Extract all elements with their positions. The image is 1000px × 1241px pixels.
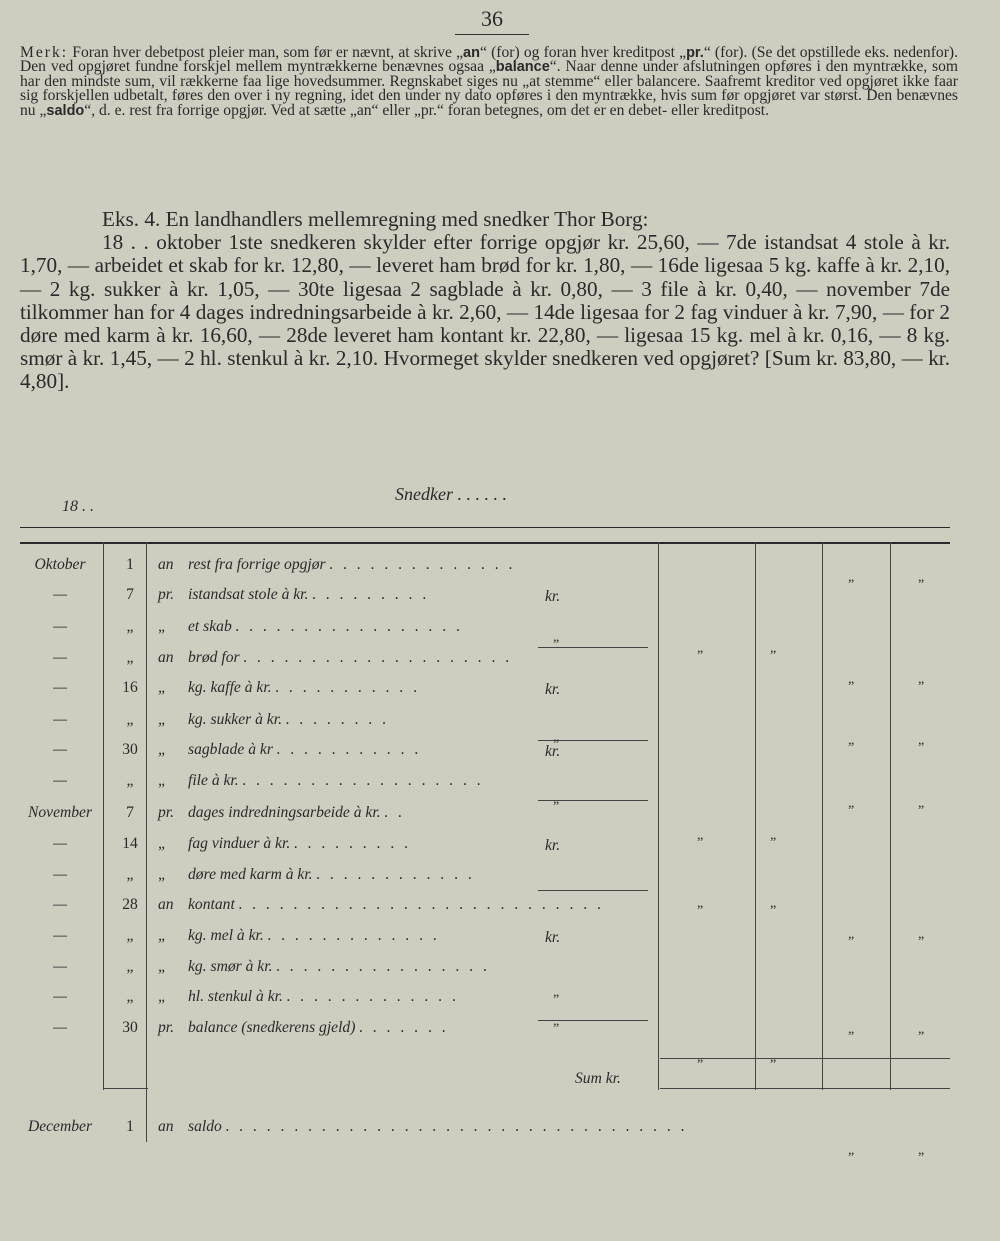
ledger-month: — (53, 1019, 67, 1036)
ledger-leader-dots: . . (384, 804, 406, 821)
ledger-day: „ (126, 927, 134, 944)
ledger-leader-dots: . . . . . . . . . . . . . . . . . . . . . . . . . . . . . . . . . . (225, 1118, 688, 1135)
ditto-mark: „ (553, 1014, 560, 1029)
ditto-mark: „ (848, 1022, 855, 1037)
ledger-row (20, 766, 950, 796)
ledger-unit-kr: kr. (545, 837, 561, 854)
ditto-mark: „ (697, 896, 704, 911)
note-label: Merk: (20, 44, 69, 61)
ledger-prefix: „ (158, 927, 167, 944)
ledger-leader-dots: . . . . . . . . . . . . . (286, 988, 460, 1005)
ditto-mark: „ (770, 828, 777, 843)
ditto-mark: „ (697, 828, 704, 843)
ledger-item-text: sagblade à kr (188, 741, 277, 758)
ledger-month: — (53, 649, 67, 666)
ledger-prefix: „ (158, 988, 167, 1005)
ledger-prefix: „ (158, 741, 167, 758)
total-rule (660, 1058, 950, 1059)
ledger-unit-kr: kr. (545, 743, 561, 760)
ledger-row (20, 643, 950, 673)
ledger-day: „ (126, 711, 134, 728)
ledger-item-text: et skab (188, 618, 236, 635)
ledger-day: 30 (122, 1019, 138, 1036)
ledger-day: 30 (122, 741, 138, 758)
note-term-pr: pr. (686, 45, 704, 61)
note-text: “ (for). (Se det opstillede eks. nedenfor). Den ved opgjøret fundne forskjel mellem myntrækkerne benævnes ogsaa „ (20, 44, 958, 76)
ditto-mark: „ (918, 570, 925, 585)
ledger-month: — (53, 679, 67, 696)
ledger-day: „ (126, 772, 134, 789)
ditto-mark: „ (848, 570, 855, 585)
ditto-mark: „ (770, 896, 777, 911)
note-paragraph (20, 46, 958, 118)
ledger-row (20, 705, 950, 735)
ditto-mark: „ (553, 985, 560, 1000)
ledger-description (158, 988, 459, 1006)
ledger-leader-dots: . . . . . . . . . (294, 835, 412, 852)
ledger-item-text: hl. stenkul à kr. (188, 988, 287, 1005)
ledger-day: 14 (122, 835, 138, 852)
ledger-description (158, 772, 484, 790)
ledger-leader-dots: . . . . . . . . (285, 711, 390, 728)
ledger-row (20, 890, 950, 920)
ledger-prefix: an (158, 1118, 174, 1135)
ledger-day: „ (126, 958, 134, 975)
note-text: Foran hver debetpost pleier man, som før er nævnt, at skrive „ (68, 44, 464, 61)
ledger-item-text: rest fra forrige opgjør (188, 556, 330, 573)
ledger-leader-dots: . . . . . . . . . (312, 586, 430, 603)
ledger-leader-dots: . . . . . . . . . . . . . . . . . . . . (243, 649, 513, 666)
ledger-prefix: an (158, 896, 174, 913)
ledger-leader-dots: . . . . . . . . . . . . . . (329, 556, 516, 573)
ledger-day: 1 (126, 1118, 134, 1135)
ledger-description (158, 679, 420, 697)
ledger-row (20, 860, 950, 890)
ledger-row (20, 1112, 950, 1142)
ledger-month: — (53, 835, 67, 852)
ledger-month: — (53, 988, 67, 1005)
ledger-month: Oktober (34, 556, 86, 573)
ledger-row (20, 829, 950, 859)
ledger-item-text: dages indredningsarbeide à kr. (188, 804, 385, 821)
ditto-mark: „ (770, 641, 777, 656)
ditto-mark: „ (918, 1022, 925, 1037)
ledger-prefix: an (158, 556, 174, 573)
ledger-leader-dots: . . . . . . . . . . . (276, 741, 422, 758)
ledger-description (158, 896, 604, 914)
ledger-item-text: kg. kaffe à kr. (188, 679, 276, 696)
ledger-prefix: „ (158, 866, 167, 883)
ledger-prefix: „ (158, 618, 167, 635)
ditto-mark: „ (848, 927, 855, 942)
note-text: “, d. e. rest fra forrige opgjør. Ved at sætte „an“ eller „pr.“ foran betegnes, om det er en debet- eller kreditpost. (84, 101, 769, 119)
ledger-description (158, 927, 440, 945)
ledger-prefix: an (158, 649, 174, 666)
exercise-block (20, 208, 950, 394)
note-text: “. Naar denne under afslutningen opføres i den myntrække, som har den mindste sum, vil rækkerne faa lige hovedsummer. Regnskabet siges nu „at stemme“ eller balancere. Saafremt kreditor ved opgjøret ikke faar sig forskjellen udbetalt, føres den over i ny regning, idet den under ny dato opføres i den myntrække, hvis sum før opgjøret var størst. Den benævnes nu „ (20, 58, 959, 119)
ledger-prefix: „ (158, 835, 167, 852)
ledger-prefix: pr. (158, 804, 175, 821)
ledger-month: December (27, 1118, 93, 1135)
ledger-row (20, 1013, 950, 1043)
ledger-month: — (53, 711, 67, 728)
ditto-mark: „ (918, 1143, 925, 1158)
ledger-leader-dots: . . . . . . . . . . . . . . . . (276, 958, 491, 975)
ditto-mark: „ (918, 733, 925, 748)
ledger-row (20, 612, 950, 642)
ledger-day: „ (126, 988, 134, 1005)
ledger-header-rule (20, 527, 950, 528)
ledger-leader-dots: . . . . . . . . . . . . (316, 866, 476, 883)
ledger-day: „ (126, 618, 134, 635)
ledger-day: 7 (126, 586, 134, 603)
ledger-prefix: „ (158, 772, 167, 789)
ledger-description (158, 1118, 688, 1136)
ledger-unit-kr: kr. (545, 681, 561, 698)
ledger-description (158, 649, 513, 667)
ditto-mark: „ (918, 672, 925, 687)
ledger-description (158, 741, 422, 759)
ledger-description (158, 618, 463, 636)
ledger-leader-dots: . . . . . . . . . . . . . (267, 927, 441, 944)
ledger-prefix: pr. (158, 586, 175, 603)
ledger-row (20, 550, 950, 580)
ditto-mark: „ (770, 1050, 777, 1065)
ledger-row (20, 921, 950, 951)
total-rule (103, 1088, 148, 1089)
sum-label: Sum kr. (575, 1070, 621, 1087)
ledger-header-rule-double (20, 542, 950, 544)
ledger-description (158, 804, 405, 822)
ledger-leader-dots: . . . . . . . . . . . . . . . . . . (242, 772, 485, 789)
ledger-month: — (53, 772, 67, 789)
ledger-description (158, 556, 516, 574)
ditto-mark: „ (848, 796, 855, 811)
ledger-item-text: fag vinduer à kr. (188, 835, 295, 852)
ledger-leader-dots: . . . . . . . . . . . . . . . . . (235, 618, 464, 635)
ledger-item-text: brød for (188, 649, 244, 666)
ledger-month: — (53, 866, 67, 883)
ledger-description (158, 835, 411, 853)
ledger-item-text: døre med karm à kr. (188, 866, 317, 883)
total-rule (660, 1088, 950, 1089)
ledger-year: 18 . . (62, 498, 94, 515)
ledger-item-text: kg. mel à kr. (188, 927, 268, 944)
ledger-month: — (53, 927, 67, 944)
ledger-item-text: kontant (188, 896, 239, 913)
ditto-mark: „ (553, 792, 560, 807)
ledger-leader-dots: . . . . . . . (359, 1019, 450, 1036)
ledger-item-text: balance (snedkerens gjeld) (188, 1019, 360, 1036)
ledger-day: 7 (126, 804, 134, 821)
ditto-mark: „ (553, 630, 560, 645)
ditto-mark: „ (848, 672, 855, 687)
ditto-mark: „ (697, 641, 704, 656)
ledger-prefix: „ (158, 711, 167, 728)
note-text: “ (for) og foran hver kreditpost „ (479, 44, 687, 61)
ledger-row (20, 798, 950, 828)
ledger-unit-kr: kr. (545, 588, 561, 605)
note-term-saldo: saldo (46, 102, 85, 119)
ledger-month: November (27, 804, 93, 821)
ledger-prefix: pr. (158, 1019, 175, 1036)
ledger-row (20, 982, 950, 1012)
ledger-row (20, 735, 950, 765)
ledger-item-text: istandsat stole à kr. (188, 586, 313, 603)
exercise-heading: Eks. 4. En landhandlers mellemregning med snedker Thor Borg: (102, 207, 649, 231)
ledger-item-text: kg. sukker à kr. (188, 711, 286, 728)
ledger-prefix: „ (158, 958, 167, 975)
ledger-description (158, 711, 389, 729)
ledger-unit-kr: kr. (545, 929, 561, 946)
ledger-description (158, 866, 475, 884)
ditto-mark: „ (697, 1050, 704, 1065)
ditto-mark: „ (918, 796, 925, 811)
note-term-balance: balance (495, 59, 550, 76)
ledger-item-text: kg. smør à kr. (188, 958, 277, 975)
ledger-month: — (53, 586, 67, 603)
ledger-day: 16 (122, 679, 138, 696)
ditto-mark: „ (918, 927, 925, 942)
ledger-month: — (53, 741, 67, 758)
ledger-description (158, 1019, 449, 1037)
ditto-mark: „ (553, 730, 560, 745)
ledger-item-text: saldo (188, 1118, 226, 1135)
ledger-month: — (53, 896, 67, 913)
ledger-description (158, 958, 490, 976)
ledger-item-text: file à kr. (188, 772, 243, 789)
ledger-day: „ (126, 866, 134, 883)
ledger-account-name: Snedker . . . . . . (395, 484, 507, 504)
ledger-leader-dots: . . . . . . . . . . . . . . . . . . . . . . . . . . . (238, 896, 605, 913)
ledger-month: — (53, 958, 67, 975)
note-term-an: an (463, 45, 480, 61)
ledger-row (20, 673, 950, 703)
ledger-row (20, 580, 950, 610)
ledger-description (158, 586, 430, 604)
ledger-day: 1 (126, 556, 134, 573)
ledger-month: — (53, 618, 67, 635)
ditto-mark: „ (848, 1143, 855, 1158)
ledger-leader-dots: . . . . . . . . . . . (275, 679, 421, 696)
exercise-body: 18 . . oktober 1ste snedkeren skylder efter forrige opgjør kr. 25,60, — 7de istandsat 4 stole à kr. 1,70, — arbeidet et skab for kr. 12,80, — leveret ham brød for kr. 1,80, — 16de ligesaa 5 kg. kaffe à kr. 2,10, — 2 kg. sukker à kr. 1,05, — 30te ligesaa 2 sagblade à kr. 0,80, — 3 file à kr. 0,40, — november 7de tilkommer han for 4 dages indredningsarbeide à kr. 2,60, — 14de ligesaa for 2 fag vinduer à kr. 7,90, — for 2 døre med karm à kr. 16,60, — 28de leveret ham kontant kr. 22,80, — ligesaa 15 kg. mel à kr. 0,16, — 8 kg. smør à kr. 1,45, — 2 hl. stenkul à kr. 2,10. Hvormeget skylder snedkeren ved opgjøret? [Sum kr. 83,80, — kr. 4,80]. (20, 230, 950, 394)
ledger-day: 28 (122, 896, 138, 913)
ledger-prefix: „ (158, 679, 167, 696)
ledger-row (20, 952, 950, 982)
page-number: 36 (455, 6, 529, 35)
ditto-mark: „ (848, 733, 855, 748)
ledger-day: „ (126, 649, 134, 666)
